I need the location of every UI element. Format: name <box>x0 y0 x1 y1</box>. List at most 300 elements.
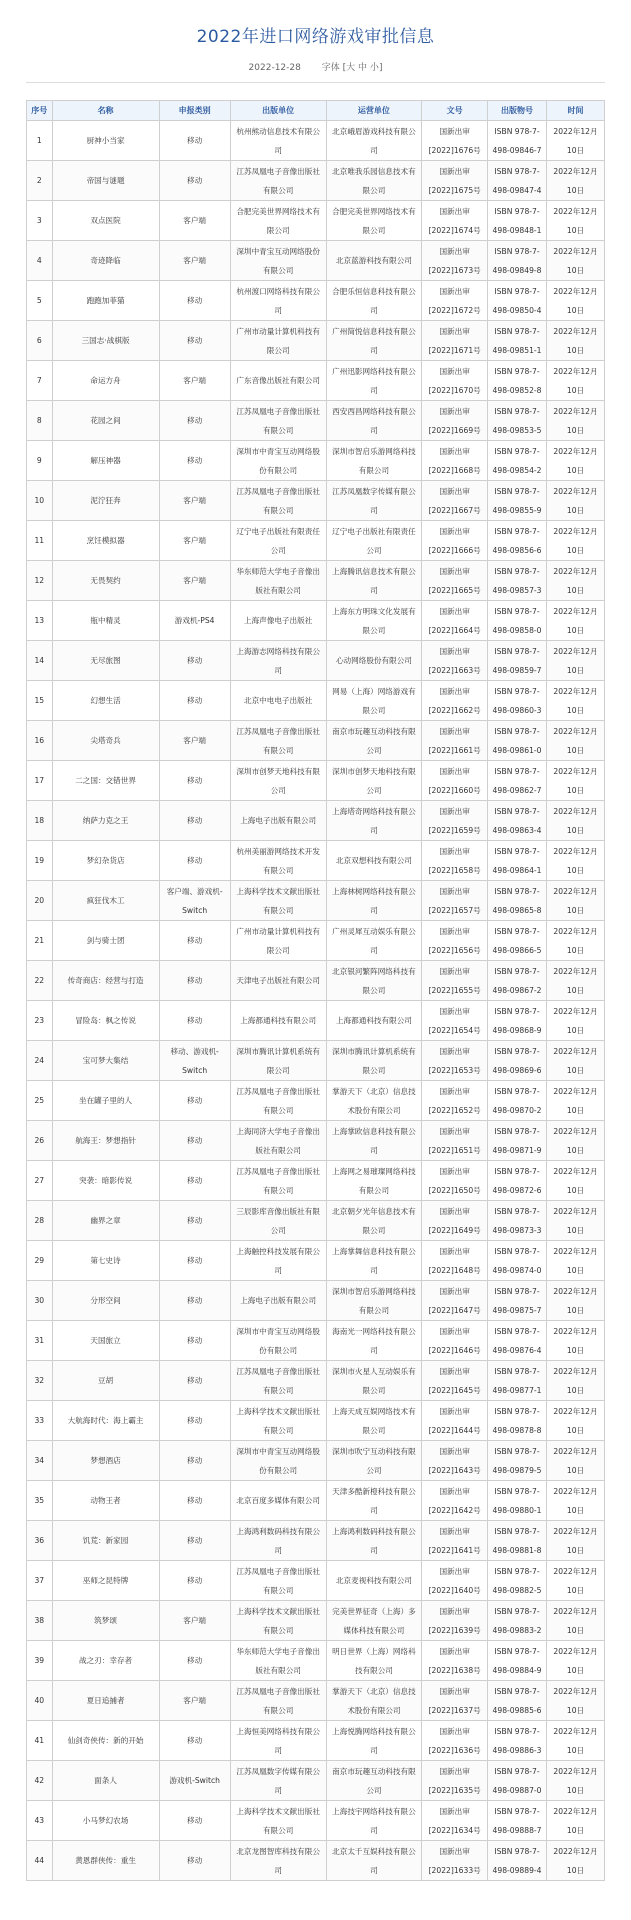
cell-game-name: 冒险岛：枫之传说 <box>52 1001 159 1041</box>
cell-index: 7 <box>27 361 53 401</box>
cell-approval-number: 国新出审[2022]1634号 <box>422 1801 488 1841</box>
cell-publisher: 广州市动量计算机科技有限公司 <box>230 321 326 361</box>
cell-date: 2022年12月10日 <box>547 801 605 841</box>
table-row <box>27 361 605 401</box>
cell-game-name: 豆胡 <box>52 1361 159 1401</box>
cell-index: 30 <box>27 1281 53 1321</box>
cell-approval-number: 国新出审[2022]1639号 <box>422 1601 488 1641</box>
cell-index: 3 <box>27 201 53 241</box>
cell-publisher: 江苏凤凰电子音像出版社有限公司 <box>230 1161 326 1201</box>
cell-date: 2022年12月10日 <box>547 1321 605 1361</box>
cell-date: 2022年12月10日 <box>547 1441 605 1481</box>
cell-operator: 北京麦视科技有限公司 <box>326 1561 422 1601</box>
cell-index: 4 <box>27 241 53 281</box>
cell-publisher: 合肥完美世界网络技术有限公司 <box>230 201 326 241</box>
cell-publisher: 华东师范大学电子音像出版社有限公司 <box>230 561 326 601</box>
table-row <box>27 1521 605 1561</box>
cell-approval-number: 国新出审[2022]1641号 <box>422 1521 488 1561</box>
cell-publisher: 深圳市中青宝互动网络股份有限公司 <box>230 1321 326 1361</box>
cell-date: 2022年12月10日 <box>547 401 605 441</box>
cell-date: 2022年12月10日 <box>547 1041 605 1081</box>
cell-index: 5 <box>27 281 53 321</box>
cell-date: 2022年12月10日 <box>547 601 605 641</box>
cell-operator: 完美世界征奇（上海）多媒体科技有限公司 <box>326 1601 422 1641</box>
cell-index: 31 <box>27 1321 53 1361</box>
cell-category: 客户端 <box>159 241 230 281</box>
cell-game-name: 瓶中精灵 <box>52 601 159 641</box>
cell-isbn: ISBN 978-7-498-09855-9 <box>488 481 547 521</box>
table-row <box>27 601 605 641</box>
cell-category: 移动 <box>159 641 230 681</box>
cell-date: 2022年12月10日 <box>547 641 605 681</box>
cell-publisher: 上海都通科技有限公司 <box>230 1001 326 1041</box>
cell-date: 2022年12月10日 <box>547 1281 605 1321</box>
cell-date: 2022年12月10日 <box>547 761 605 801</box>
cell-game-name: 二之国：交错世界 <box>52 761 159 801</box>
cell-date: 2022年12月10日 <box>547 281 605 321</box>
table-row <box>27 561 605 601</box>
cell-isbn: ISBN 978-7-498-09866-5 <box>488 921 547 961</box>
cell-game-name: 无畏契约 <box>52 561 159 601</box>
table-row <box>27 1281 605 1321</box>
cell-publisher: 北京百度多媒体有限公司 <box>230 1481 326 1521</box>
cell-publisher: 上海电子出版有限公司 <box>230 801 326 841</box>
header-cell: 出版物号 <box>488 101 547 121</box>
cell-approval-number: 国新出审[2022]1645号 <box>422 1361 488 1401</box>
cell-index: 40 <box>27 1681 53 1721</box>
cell-game-name: 跑跑加菲猫 <box>52 281 159 321</box>
table-row <box>27 521 605 561</box>
table-row <box>27 641 605 681</box>
cell-approval-number: 国新出审[2022]1647号 <box>422 1281 488 1321</box>
cell-publisher: 江苏凤凰电子音像出版社有限公司 <box>230 401 326 441</box>
cell-publisher: 广东音像出版社有限公司 <box>230 361 326 401</box>
cell-game-name: 解压神器 <box>52 441 159 481</box>
divider <box>26 82 605 83</box>
cell-approval-number: 国新出审[2022]1649号 <box>422 1201 488 1241</box>
cell-category: 移动 <box>159 161 230 201</box>
cell-approval-number: 国新出审[2022]1671号 <box>422 321 488 361</box>
cell-isbn: ISBN 978-7-498-09862-7 <box>488 761 547 801</box>
cell-publisher: 江苏凤凰电子音像出版社有限公司 <box>230 1681 326 1721</box>
cell-operator: 北京唯我乐园信息技术有限公司 <box>326 161 422 201</box>
cell-category: 移动 <box>159 921 230 961</box>
cell-index: 22 <box>27 961 53 1001</box>
header-cell: 名称 <box>52 101 159 121</box>
cell-category: 移动 <box>159 401 230 441</box>
cell-isbn: ISBN 978-7-498-09868-9 <box>488 1001 547 1041</box>
cell-index: 11 <box>27 521 53 561</box>
article-meta <box>0 60 631 73</box>
cell-index: 20 <box>27 881 53 921</box>
header-cell: 序号 <box>27 101 53 121</box>
cell-operator: 上海网之易璀璨网络科技有限公司 <box>326 1161 422 1201</box>
table-row <box>27 1001 605 1041</box>
cell-operator: 广州灵犀互动娱乐有限公司 <box>326 921 422 961</box>
cell-index: 21 <box>27 921 53 961</box>
cell-approval-number: 国新出审[2022]1640号 <box>422 1561 488 1601</box>
table-row <box>27 1401 605 1441</box>
cell-approval-number: 国新出审[2022]1648号 <box>422 1241 488 1281</box>
cell-category: 移动 <box>159 961 230 1001</box>
cell-category: 移动 <box>159 281 230 321</box>
cell-approval-number: 国新出审[2022]1667号 <box>422 481 488 521</box>
cell-index: 6 <box>27 321 53 361</box>
cell-operator: 南京市玩趣互动科技有限公司 <box>326 1761 422 1801</box>
cell-game-name: 仙剑奇侠传：新的开始 <box>52 1721 159 1761</box>
cell-isbn: ISBN 978-7-498-09846-7 <box>488 121 547 161</box>
cell-operator: 北京太千互娱科技有限公司 <box>326 1841 422 1881</box>
cell-game-name: 花园之间 <box>52 401 159 441</box>
font-size-medium-link[interactable]: 中 <box>358 63 368 73</box>
table-row <box>27 1801 605 1841</box>
header-cell: 申报类别 <box>159 101 230 121</box>
cell-isbn: ISBN 978-7-498-09876-4 <box>488 1321 547 1361</box>
table-row <box>27 841 605 881</box>
cell-isbn: ISBN 978-7-498-09881-8 <box>488 1521 547 1561</box>
cell-date: 2022年12月10日 <box>547 1001 605 1041</box>
cell-operator: 北京双想科技有限公司 <box>326 841 422 881</box>
cell-category: 客户端 <box>159 721 230 761</box>
cell-isbn: ISBN 978-7-498-09859-7 <box>488 641 547 681</box>
cell-isbn: ISBN 978-7-498-09882-5 <box>488 1561 547 1601</box>
cell-date: 2022年12月10日 <box>547 721 605 761</box>
cell-index: 27 <box>27 1161 53 1201</box>
cell-isbn: ISBN 978-7-498-09870-2 <box>488 1081 547 1121</box>
cell-operator: 深圳市吹宁互动科技有限公司 <box>326 1441 422 1481</box>
cell-operator: 上海天成互娱网络技术有限公司 <box>326 1401 422 1441</box>
cell-index: 13 <box>27 601 53 641</box>
cell-game-name: 疯狂伐木工 <box>52 881 159 921</box>
cell-index: 19 <box>27 841 53 881</box>
cell-date: 2022年12月10日 <box>547 321 605 361</box>
cell-index: 23 <box>27 1001 53 1041</box>
cell-publisher: 辽宁电子出版社有限责任公司 <box>230 521 326 561</box>
cell-operator: 上海塔奇网络科技有限公司 <box>326 801 422 841</box>
table-row <box>27 881 605 921</box>
cell-publisher: 上海电子出版有限公司 <box>230 1281 326 1321</box>
header-cell: 文号 <box>422 101 488 121</box>
cell-isbn: ISBN 978-7-498-09886-3 <box>488 1721 547 1761</box>
cell-operator: 心动网络股份有限公司 <box>326 641 422 681</box>
cell-index: 28 <box>27 1201 53 1241</box>
cell-category: 移动 <box>159 1081 230 1121</box>
cell-game-name: 双点医院 <box>52 201 159 241</box>
cell-date: 2022年12月10日 <box>547 1561 605 1601</box>
cell-category: 客户端 <box>159 561 230 601</box>
cell-category: 移动 <box>159 1161 230 1201</box>
cell-game-name: 突袭：暗影传说 <box>52 1161 159 1201</box>
table-row <box>27 121 605 161</box>
cell-approval-number: 国新出审[2022]1646号 <box>422 1321 488 1361</box>
cell-operator: 合肥完美世界网络技术有限公司 <box>326 201 422 241</box>
cell-game-name: 烹饪模拟器 <box>52 521 159 561</box>
cell-date: 2022年12月10日 <box>547 921 605 961</box>
cell-isbn: ISBN 978-7-498-09861-0 <box>488 721 547 761</box>
cell-date: 2022年12月10日 <box>547 121 605 161</box>
cell-publisher: 江苏凤凰数字传媒有限公司 <box>230 1761 326 1801</box>
cell-category: 移动 <box>159 1001 230 1041</box>
cell-category: 客户端 <box>159 201 230 241</box>
cell-operator: 南京市玩趣互动科技有限公司 <box>326 721 422 761</box>
cell-operator: 上海鸿利数码科技有限公司 <box>326 1521 422 1561</box>
cell-approval-number: 国新出审[2022]1676号 <box>422 121 488 161</box>
cell-date: 2022年12月10日 <box>547 841 605 881</box>
cell-approval-number: 国新出审[2022]1675号 <box>422 161 488 201</box>
cell-operator: 上海掌欧信息科技有限公司 <box>326 1121 422 1161</box>
font-bracket-close: ] <box>378 63 383 73</box>
cell-publisher: 广州市动量计算机科技有限公司 <box>230 921 326 961</box>
cell-date: 2022年12月10日 <box>547 1521 605 1561</box>
font-bracket-open: [ <box>342 63 347 73</box>
cell-isbn: ISBN 978-7-498-09869-6 <box>488 1041 547 1081</box>
cell-publisher: 北京龙图智库科技有限公司 <box>230 1841 326 1881</box>
cell-category: 游戏机-Switch <box>159 1761 230 1801</box>
cell-date: 2022年12月10日 <box>547 881 605 921</box>
cell-approval-number: 国新出审[2022]1642号 <box>422 1481 488 1521</box>
cell-isbn: ISBN 978-7-498-09877-1 <box>488 1361 547 1401</box>
table-row <box>27 1721 605 1761</box>
cell-operator: 北京蓝游科技有限公司 <box>326 241 422 281</box>
header-cell: 运营单位 <box>326 101 422 121</box>
cell-publisher: 江苏凤凰电子音像出版社有限公司 <box>230 1361 326 1401</box>
cell-isbn: ISBN 978-7-498-09847-4 <box>488 161 547 201</box>
cell-approval-number: 国新出审[2022]1636号 <box>422 1721 488 1761</box>
cell-game-name: 大航海时代：海上霸主 <box>52 1401 159 1441</box>
cell-index: 24 <box>27 1041 53 1081</box>
cell-date: 2022年12月10日 <box>547 961 605 1001</box>
cell-operator: 北京银河繁阵网络科技有限公司 <box>326 961 422 1001</box>
cell-publisher: 上海游志网络科技有限公司 <box>230 641 326 681</box>
cell-date: 2022年12月10日 <box>547 1601 605 1641</box>
cell-date: 2022年12月10日 <box>547 1121 605 1161</box>
cell-approval-number: 国新出审[2022]1672号 <box>422 281 488 321</box>
table-row <box>27 1081 605 1121</box>
cell-date: 2022年12月10日 <box>547 361 605 401</box>
cell-index: 1 <box>27 121 53 161</box>
cell-operator: 上海掌舞信息科技有限公司 <box>326 1241 422 1281</box>
cell-operator: 上海悦腾网络科技有限公司 <box>326 1721 422 1761</box>
cell-game-name: 剑与骑士团 <box>52 921 159 961</box>
table-row <box>27 1841 605 1881</box>
cell-index: 43 <box>27 1801 53 1841</box>
cell-isbn: ISBN 978-7-498-09872-6 <box>488 1161 547 1201</box>
cell-game-name: 幻想生活 <box>52 681 159 721</box>
table-row <box>27 401 605 441</box>
cell-publisher: 深圳市中青宝互动网络股份有限公司 <box>230 441 326 481</box>
cell-publisher: 深圳市创梦天地科技有限公司 <box>230 761 326 801</box>
cell-game-name: 战之刃：幸存者 <box>52 1641 159 1681</box>
cell-index: 35 <box>27 1481 53 1521</box>
cell-operator: 上海技宇网络科技有限公司 <box>326 1801 422 1841</box>
cell-publisher: 天津电子出版社有限公司 <box>230 961 326 1001</box>
table-row <box>27 441 605 481</box>
cell-operator: 广州迅影网络科技有限公司 <box>326 361 422 401</box>
cell-index: 37 <box>27 1561 53 1601</box>
font-size-large-link[interactable]: 大 <box>346 63 356 73</box>
cell-index: 17 <box>27 761 53 801</box>
cell-game-name: 巫师之昆特牌 <box>52 1561 159 1601</box>
cell-operator: 掌游天下（北京）信息技术股份有限公司 <box>326 1681 422 1721</box>
cell-category: 移动 <box>159 761 230 801</box>
table-row <box>27 1601 605 1641</box>
cell-category: 客户端、游戏机-Switch <box>159 881 230 921</box>
cell-isbn: ISBN 978-7-498-09857-3 <box>488 561 547 601</box>
cell-index: 41 <box>27 1721 53 1761</box>
cell-publisher: 三辰影库音像出版社有限公司 <box>230 1201 326 1241</box>
cell-publisher: 江苏凤凰电子音像出版社有限公司 <box>230 481 326 521</box>
cell-isbn: ISBN 978-7-498-09848-1 <box>488 201 547 241</box>
cell-index: 15 <box>27 681 53 721</box>
cell-publisher: 江苏凤凰电子音像出版社有限公司 <box>230 721 326 761</box>
cell-game-name: 宝可梦大集结 <box>52 1041 159 1081</box>
cell-approval-number: 国新出审[2022]1656号 <box>422 921 488 961</box>
table-row <box>27 1121 605 1161</box>
cell-publisher: 上海科学技术文献出版社有限公司 <box>230 1801 326 1841</box>
font-size-label: 字体 <box>321 63 340 73</box>
cell-category: 移动 <box>159 1801 230 1841</box>
cell-date: 2022年12月10日 <box>547 1201 605 1241</box>
cell-approval-number: 国新出审[2022]1654号 <box>422 1001 488 1041</box>
cell-operator: 深圳市智启乐游网络科技有限公司 <box>326 441 422 481</box>
cell-index: 8 <box>27 401 53 441</box>
cell-isbn: ISBN 978-7-498-09851-1 <box>488 321 547 361</box>
cell-approval-number: 国新出审[2022]1660号 <box>422 761 488 801</box>
cell-approval-number: 国新出审[2022]1673号 <box>422 241 488 281</box>
table-row <box>27 1481 605 1521</box>
cell-isbn: ISBN 978-7-498-09875-7 <box>488 1281 547 1321</box>
table-row <box>27 241 605 281</box>
header-cell: 出版单位 <box>230 101 326 121</box>
cell-publisher: 上海同济大学电子音像出版社有限公司 <box>230 1121 326 1161</box>
cell-category: 客户端 <box>159 1681 230 1721</box>
cell-isbn: ISBN 978-7-498-09865-8 <box>488 881 547 921</box>
cell-operator: 海南光一网络科技有限公司 <box>326 1321 422 1361</box>
cell-index: 39 <box>27 1641 53 1681</box>
cell-index: 34 <box>27 1441 53 1481</box>
cell-game-name: 幽界之章 <box>52 1201 159 1241</box>
cell-game-name: 命运方舟 <box>52 361 159 401</box>
cell-date: 2022年12月10日 <box>547 481 605 521</box>
cell-approval-number: 国新出审[2022]1664号 <box>422 601 488 641</box>
cell-approval-number: 国新出审[2022]1669号 <box>422 401 488 441</box>
cell-publisher: 上海声像电子出版社 <box>230 601 326 641</box>
cell-game-name: 航海王：梦想指针 <box>52 1121 159 1161</box>
cell-index: 38 <box>27 1601 53 1641</box>
cell-index: 12 <box>27 561 53 601</box>
cell-approval-number: 国新出审[2022]1643号 <box>422 1441 488 1481</box>
table-row <box>27 201 605 241</box>
cell-game-name: 天国旅立 <box>52 1321 159 1361</box>
cell-date: 2022年12月10日 <box>547 1801 605 1841</box>
cell-approval-number: 国新出审[2022]1651号 <box>422 1121 488 1161</box>
font-size-small-link[interactable]: 小 <box>369 63 379 73</box>
table-row <box>27 1761 605 1801</box>
cell-approval-number: 国新出审[2022]1663号 <box>422 641 488 681</box>
cell-operator: 深圳市火星人互动娱乐有限公司 <box>326 1361 422 1401</box>
approval-table <box>26 100 605 1881</box>
cell-approval-number: 国新出审[2022]1666号 <box>422 521 488 561</box>
cell-index: 25 <box>27 1081 53 1121</box>
cell-category: 移动 <box>159 681 230 721</box>
cell-operator: 掌游天下（北京）信息技术股份有限公司 <box>326 1081 422 1121</box>
cell-date: 2022年12月10日 <box>547 1681 605 1721</box>
cell-category: 移动、游戏机-Switch <box>159 1041 230 1081</box>
cell-isbn: ISBN 978-7-498-09879-5 <box>488 1441 547 1481</box>
cell-category: 移动 <box>159 1721 230 1761</box>
cell-operator: 天津多酷新橙科技有限公司 <box>326 1481 422 1521</box>
cell-category: 客户端 <box>159 361 230 401</box>
cell-game-name: 梦幻杂货店 <box>52 841 159 881</box>
table-row <box>27 1361 605 1401</box>
cell-publisher: 北京中电电子出版社 <box>230 681 326 721</box>
cell-isbn: ISBN 978-7-498-09887-0 <box>488 1761 547 1801</box>
cell-approval-number: 国新出审[2022]1650号 <box>422 1161 488 1201</box>
cell-date: 2022年12月10日 <box>547 1641 605 1681</box>
cell-isbn: ISBN 978-7-498-09888-7 <box>488 1801 547 1841</box>
cell-date: 2022年12月10日 <box>547 441 605 481</box>
cell-isbn: ISBN 978-7-498-09874-0 <box>488 1241 547 1281</box>
cell-index: 29 <box>27 1241 53 1281</box>
cell-operator: 北京朝夕光年信息技术有限公司 <box>326 1201 422 1241</box>
cell-date: 2022年12月10日 <box>547 1161 605 1201</box>
table-row <box>27 801 605 841</box>
cell-publisher: 深圳市腾讯计算机系统有限公司 <box>230 1041 326 1081</box>
cell-index: 10 <box>27 481 53 521</box>
cell-publisher: 江苏凤凰电子音像出版社有限公司 <box>230 161 326 201</box>
table-row <box>27 281 605 321</box>
cell-category: 移动 <box>159 1241 230 1281</box>
cell-date: 2022年12月10日 <box>547 1361 605 1401</box>
cell-category: 移动 <box>159 441 230 481</box>
table-row <box>27 1161 605 1201</box>
table-header-row <box>27 101 605 121</box>
cell-publisher: 华东师范大学电子音像出版社有限公司 <box>230 1641 326 1681</box>
cell-approval-number: 国新出审[2022]1668号 <box>422 441 488 481</box>
cell-game-name: 夏日追捕者 <box>52 1681 159 1721</box>
table-row <box>27 1441 605 1481</box>
cell-operator: 西安西昌网络科技有限公司 <box>326 401 422 441</box>
table-row <box>27 481 605 521</box>
cell-date: 2022年12月10日 <box>547 1721 605 1761</box>
cell-game-name: 黄恩群侠传：重生 <box>52 1841 159 1881</box>
cell-game-name: 分形空间 <box>52 1281 159 1321</box>
table-row <box>27 1041 605 1081</box>
cell-category: 移动 <box>159 1201 230 1241</box>
cell-date: 2022年12月10日 <box>547 1761 605 1801</box>
cell-approval-number: 国新出审[2022]1670号 <box>422 361 488 401</box>
cell-category: 客户端 <box>159 481 230 521</box>
cell-isbn: ISBN 978-7-498-09884-9 <box>488 1641 547 1681</box>
cell-isbn: ISBN 978-7-498-09860-3 <box>488 681 547 721</box>
cell-approval-number: 国新出审[2022]1637号 <box>422 1681 488 1721</box>
cell-isbn: ISBN 978-7-498-09853-5 <box>488 401 547 441</box>
cell-publisher: 江苏凤凰电子音像出版社有限公司 <box>230 1081 326 1121</box>
cell-category: 移动 <box>159 841 230 881</box>
table-row <box>27 721 605 761</box>
cell-approval-number: 国新出审[2022]1659号 <box>422 801 488 841</box>
cell-date: 2022年12月10日 <box>547 1841 605 1881</box>
cell-category: 移动 <box>159 1121 230 1161</box>
cell-category: 移动 <box>159 1281 230 1321</box>
cell-approval-number: 国新出审[2022]1657号 <box>422 881 488 921</box>
cell-operator: 上海东方明珠文化发展有限公司 <box>326 601 422 641</box>
cell-isbn: ISBN 978-7-498-09858-0 <box>488 601 547 641</box>
cell-game-name: 小马梦幻农场 <box>52 1801 159 1841</box>
cell-approval-number: 国新出审[2022]1653号 <box>422 1041 488 1081</box>
cell-game-name: 尖塔奇兵 <box>52 721 159 761</box>
cell-category: 移动 <box>159 321 230 361</box>
